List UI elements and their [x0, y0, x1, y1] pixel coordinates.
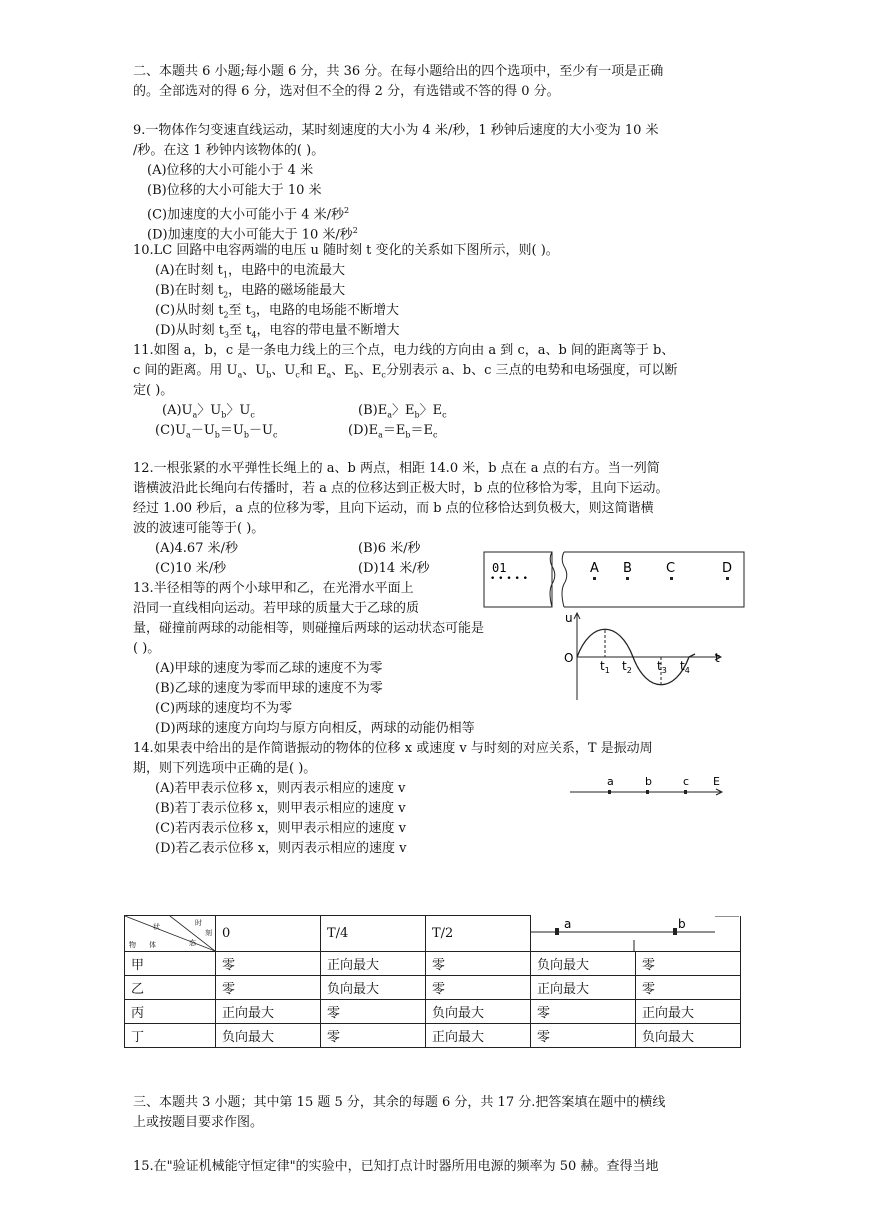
- q14-option-d: (D)若乙表示位移 x，则丙表示相应的速度 v: [155, 841, 407, 856]
- q12-line2: 谐横波沿此长绳向右传播时，若 a 点的位移达到正极大时，b 点的位移恰为零，且向下运动。: [133, 481, 669, 496]
- tape-point-a: A: [590, 561, 599, 576]
- table-cell: 负向最大: [426, 999, 531, 1023]
- tape-dot-a: [593, 577, 596, 580]
- table-cell: 零: [636, 975, 741, 999]
- section3-line2: 上或按题目要求作图。: [133, 1115, 264, 1130]
- table-row: [125, 1023, 741, 1047]
- table-cell: 零: [426, 975, 531, 999]
- point-c-dot: [684, 790, 687, 794]
- table-cell: 零: [216, 951, 321, 975]
- q13-option-b: (B)乙球的速度为零而甲球的速度不为零: [155, 681, 383, 696]
- tape-point-d: D: [722, 561, 733, 576]
- corner-state-label: 状: [153, 923, 160, 931]
- q12-option-b: (B)6 米/秒: [358, 541, 421, 556]
- table-row: [125, 975, 741, 999]
- q14-option-c: (C)若丙表示位移 x，则甲表示相应的速度 v: [155, 821, 407, 836]
- q13-line2: 沿同一直线相向运动。若甲球的质量大于乙球的质: [133, 601, 420, 616]
- ab-label-b: b: [678, 916, 686, 931]
- e-label: E: [713, 775, 720, 788]
- t3-label: $t_3$: [657, 659, 667, 675]
- q9-option-d: (D)加速度的大小可能大于 10 米/秒$^2$: [147, 226, 358, 243]
- table-cell: 负向最大: [531, 951, 636, 975]
- q14-option-b: (B)若丁表示位移 x，则甲表示相应的速度 v: [155, 801, 406, 816]
- point-a-label: a: [607, 775, 614, 788]
- table-cell: 负向最大: [321, 975, 426, 999]
- q9-line2: /秒。在这 1 秒钟内该物体的( )。: [133, 143, 325, 158]
- q14-line2: 期，则下列选项中正确的是( )。: [133, 761, 317, 776]
- table-cell: 零: [321, 1023, 426, 1047]
- col-header-0: 0: [216, 916, 321, 952]
- q10-option-b: (B)在时刻 $t_2$，电路的磁场能最大: [155, 283, 346, 300]
- q10-line1: 10.LC 回路中电容两端的电压 u 随时刻 t 变化的关系如下图所示，则( )。: [133, 243, 559, 258]
- ab-segment-figure: [531, 916, 739, 951]
- section2-line2: 的。全部选对的得 6 分，选对但不全的得 2 分，有选错或不答的得 0 分。: [133, 84, 560, 99]
- table-cell: 正向最大: [426, 1023, 531, 1047]
- table-cell: 零: [216, 975, 321, 999]
- table-row: [125, 999, 741, 1023]
- table-cell: 正向最大: [321, 951, 426, 975]
- table-corner-cell: [125, 916, 216, 952]
- tape-dot-b: [626, 577, 629, 580]
- paper-tape-figure: [482, 550, 747, 610]
- q9-option-c: (C)加速度的大小可能小于 4 米/秒$^2$: [147, 206, 350, 223]
- q11-option-b: $(B)E_a$〉$E_b$〉$E_c$: [358, 403, 447, 420]
- q13-option-d: (D)两球的速度方向均与原方向相反，两球的动能仍相等: [155, 721, 475, 736]
- point-c-label: c: [683, 775, 690, 788]
- q12-line4: 波的波速可能等于( )。: [133, 521, 265, 536]
- section2-line1: 二、本题共 6 小题;每小题 6 分，共 36 分。在每小题给出的四个选项中，至少有一项是正确: [133, 64, 664, 79]
- tape-point-c: C: [666, 561, 676, 576]
- row-label-yi: 乙: [125, 975, 216, 999]
- q11-option-d: $(D)E_a=E_b=E_c$: [348, 423, 438, 440]
- origin-label: O: [564, 651, 574, 665]
- q12-option-a: (A)4.67 米/秒: [155, 541, 238, 556]
- q11-option-c: $(C)U_a-U_b=U_b-U_c$: [155, 423, 278, 440]
- t1-label: $t_1$: [600, 659, 610, 675]
- table-cell: 零: [426, 951, 531, 975]
- corner-ti-label: 体: [149, 941, 156, 949]
- tape-point-b: B: [623, 561, 632, 576]
- t2-label: $t_2$: [622, 659, 632, 675]
- q12-option-c: (C)10 米/秒: [155, 561, 227, 576]
- table-cell: 负向最大: [636, 1023, 741, 1047]
- corner-ke-label: 刻: [205, 929, 212, 937]
- table-cell: 零: [531, 999, 636, 1023]
- table-cell: 零: [636, 951, 741, 975]
- vibration-table: [124, 915, 741, 1048]
- q11-line1: 11.如图 a，b，c 是一条电力线上的三个点，电力线的方向由 a 到 c，a、b 间的距离等于 b、: [133, 343, 675, 358]
- q14-option-a: (A)若甲表示位移 x，则丙表示相应的速度 v: [155, 781, 406, 796]
- table-cell: 正向最大: [636, 999, 741, 1023]
- table-cell: 负向最大: [216, 1023, 321, 1047]
- q11-option-a: $(A)U_a$〉$U_b$〉$U_c$: [162, 403, 255, 420]
- u-label: u: [565, 611, 573, 625]
- corner-obj-label: 物: [129, 941, 136, 949]
- q13-line1: 13.半径相等的两个小球甲和乙，在光滑水平面上: [133, 581, 414, 596]
- q13-option-c: (C)两球的速度均不为零: [155, 701, 293, 716]
- tape-dot-c: [670, 577, 673, 580]
- col-header-ab: [531, 916, 741, 952]
- q13-option-a: (A)甲球的速度为零而乙球的速度不为零: [155, 661, 383, 676]
- q15-line1: 15.在"验证机械能守恒定律"的实验中，已知打点计时器所用电源的频率为 50 赫。查得当地: [133, 1159, 659, 1174]
- q13-line3: 量，碰撞前两球的动能相等，则碰撞后两球的运动状态可能是: [133, 621, 485, 636]
- ab-label-a: a: [564, 916, 572, 931]
- q9-option-b: (B)位移的大小可能大于 10 米: [147, 183, 322, 198]
- q10-option-d: (D)从时刻 $t_3$至 $t_4$，电容的带电量不断增大: [155, 323, 400, 340]
- table-header-row: [125, 916, 741, 952]
- point-a-dot: [608, 790, 611, 794]
- t4-label: $t_4$: [680, 659, 690, 675]
- point-b-dot: [646, 790, 649, 794]
- field-line-figure: [565, 770, 730, 800]
- corner-tai-label: 态: [189, 939, 196, 947]
- tape-right-break: [562, 552, 567, 607]
- section3-line1: 三、本题共 3 小题；其中第 15 题 5 分，其余的每题 6 分，共 17 分.把答案填在题中的横线: [133, 1095, 666, 1110]
- t-label: t: [715, 651, 720, 665]
- point-b-label: b: [645, 775, 652, 788]
- q9-option-a: (A)位移的大小可能小于 4 米: [147, 163, 314, 178]
- row-label-bing: 丙: [125, 999, 216, 1023]
- q9-line1: 9.一物体作匀变速直线运动，某时刻速度的大小为 4 米/秒，1 秒钟后速度的大小变为 10 米: [133, 123, 659, 138]
- q11-line3: 定( )。: [133, 383, 174, 398]
- table-cell: 零: [321, 999, 426, 1023]
- q13-line4: ( )。: [133, 641, 161, 656]
- q14-line1: 14.如果表中给出的是作简谐振动的物体的位移 x 或速度 v 与时刻的对应关系，T 是振动周: [133, 741, 653, 756]
- tape-dots: • • • • •: [490, 574, 528, 584]
- q12-option-d: (D)14 米/秒: [358, 561, 430, 576]
- col-header-t2: T/2: [426, 916, 531, 952]
- q11-line2: c 间的距离。用 $U_a$、$U_b$、$U_c$和 $E_a$、$E_b$、$E_c$分别表示 a、b、c 三点的电势和电场强度，可以断: [133, 363, 678, 380]
- q12-line3: 经过 1.00 秒后，a 点的位移为零，且向下运动，而 b 点的位移恰达到负极大，则这简谐横: [133, 501, 654, 516]
- q10-option-c: (C)从时刻 $t_2$至 $t_3$，电路的电场能不断增大: [155, 303, 400, 320]
- tape-dot-d: [726, 577, 729, 580]
- row-label-jia: 甲: [125, 951, 216, 975]
- q10-option-a: (A)在时刻 $t_1$，电路中的电流最大: [155, 263, 345, 280]
- q12-line1: 12.一根张紧的水平弹性长绳上的 a、b 两点，相距 14.0 米，b 点在 a 点的右方。当一列简: [133, 461, 660, 476]
- lc-wave-figure: [563, 610, 733, 702]
- col-header-t4: T/4: [321, 916, 426, 952]
- tape-label: 01: [492, 561, 507, 575]
- corner-time-label: 时: [195, 919, 202, 927]
- table-cell: 正向最大: [216, 999, 321, 1023]
- row-label-ding: 丁: [125, 1023, 216, 1047]
- table-cell: 正向最大: [531, 975, 636, 999]
- table-row: [125, 951, 741, 975]
- table-cell: 零: [531, 1023, 636, 1047]
